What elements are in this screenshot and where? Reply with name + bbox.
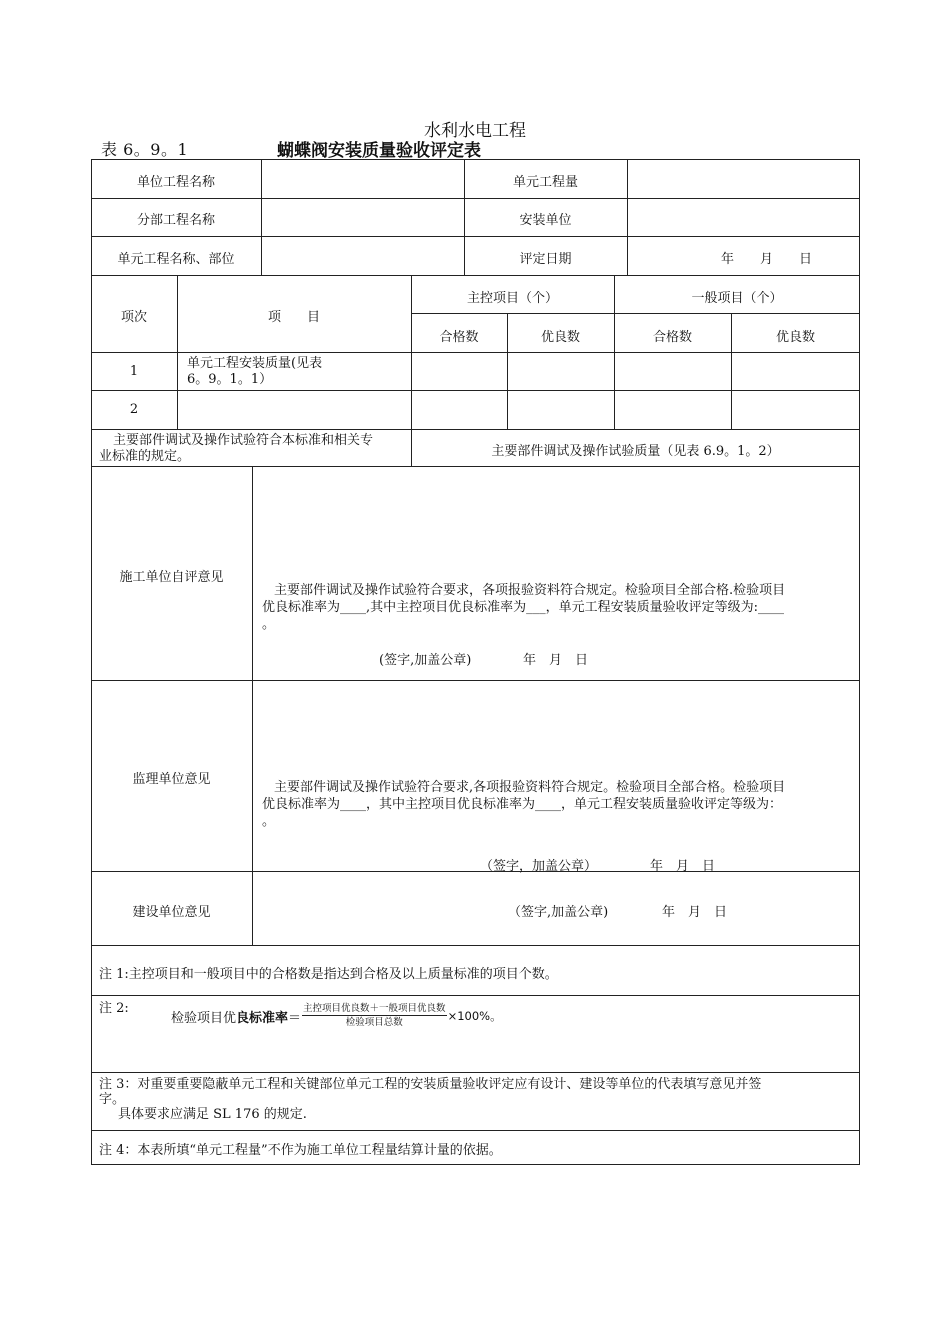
note-3-line1: 注 3：对重要重要隐蔽单元工程和关键部位单元工程的安装质量验收评定应有设计、建设等单位的代表填写意见并签 [99,1077,762,1092]
eval-date-label: 评定日期 [519,252,572,267]
supervision-sign: （签字，加盖公章） [480,859,598,874]
test-requirement-line2: 业标准的规定。 [99,449,191,464]
col-main-header: 主控项目（个） [466,291,558,306]
owner-label: 建设单位意见 [132,905,211,920]
test-requirement-line1: 主要部件调试及操作试验符合本标准和相关专 [113,433,374,448]
row1-seq: 1 [129,364,139,379]
test-quality-ref: 主要部件调试及操作试验质量（见表 6.9。1。2） [491,444,780,459]
col-item-header: 项 目 [267,310,320,325]
construction-sign: (签字,加盖公章) [379,653,472,668]
division-name-label: 分部工程名称 [136,213,215,228]
construction-line3: 。 [262,617,276,632]
col-main-good: 优良数 [540,330,580,345]
unit-quantity-label: 单元工程量 [512,175,578,190]
construction-line1: 主要部件调试及操作试验符合要求，各项报验资料符合规定。检验项目全部合格.检验项目 [274,583,786,598]
formula-suffix: ×100%。 [447,1009,502,1023]
unit-project-name-label: 单位工程名称 [136,175,215,190]
formula-fraction [302,1003,447,1029]
note-3 [99,1077,761,1122]
supervision-date: 年 月 日 [650,859,716,874]
construction-date: 年 月 日 [523,653,589,668]
construction-label: 施工单位自评意见 [119,570,224,585]
col-main-pass: 合格数 [439,330,479,345]
owner-date: 年 月 日 [662,905,728,920]
supervision-line1: 主要部件调试及操作试验符合要求,各项报验资料符合规定。检验项目全部合格。检验项目 [274,780,786,795]
supervision-line2: 优良标准率为____，其中主控项目优良标准率为____，单元工程安装质量验收评定等级为： [262,797,783,812]
formula-bold: 良标准率 [236,1010,289,1026]
note-3-line2: 字。 [99,1092,126,1107]
formula [171,1001,502,1031]
col-general-pass: 合格数 [652,330,692,345]
formula-equals: ＝ [288,1010,302,1026]
eval-date-value: 年 月 日 [721,252,813,267]
test-requirement [99,433,409,465]
col-general-header: 一般项目（个） [691,291,783,306]
col-seq-header: 项次 [120,310,147,325]
supervision-opinion [262,779,852,830]
element-name-label: 单元工程名称、部位 [117,252,235,267]
note-2-label: 注 2: [99,1001,129,1016]
row1-item-line2: 6。9。1。1） [187,372,273,387]
formula-numerator: 主控项目优良数＋一般项目优良数 [303,1003,446,1014]
row1-item-line1: 单元工程安装质量(见表 [187,356,323,371]
formula-prefix: 检验项目优 [171,1010,237,1026]
top-title: 水利水电工程 [424,121,526,141]
install-unit-label: 安装单位 [519,213,572,228]
owner-sign: （签字,加盖公章) [508,905,609,920]
note-1: 注 1:主控项目和一般项目中的合格数是指达到合格及以上质量标准的项目个数。 [99,967,558,982]
supervision-label: 监理单位意见 [132,772,211,787]
formula-denominator: 检验项目总数 [345,1017,403,1028]
construction-line2: 优良标准率为____,其中主控项目优良标准率为___，单元工程安装质量验收评定等级为:____ [262,600,785,615]
note-4: 注 4：本表所填“单元工程量”不作为施工单位工程量结算计量的依据。 [99,1143,502,1158]
col-general-good: 优良数 [775,330,815,345]
note-3-line3: 具体要求应满足 SL 176 的规定. [118,1107,307,1122]
construction-opinion [262,582,852,633]
supervision-line3: 。 [262,814,276,829]
table-number: 表 6。9。1 [101,140,189,159]
table-title: 蝴蝶阀安装质量验收评定表 [277,141,481,161]
row2-seq: 2 [129,402,139,417]
row1-item [187,356,322,388]
